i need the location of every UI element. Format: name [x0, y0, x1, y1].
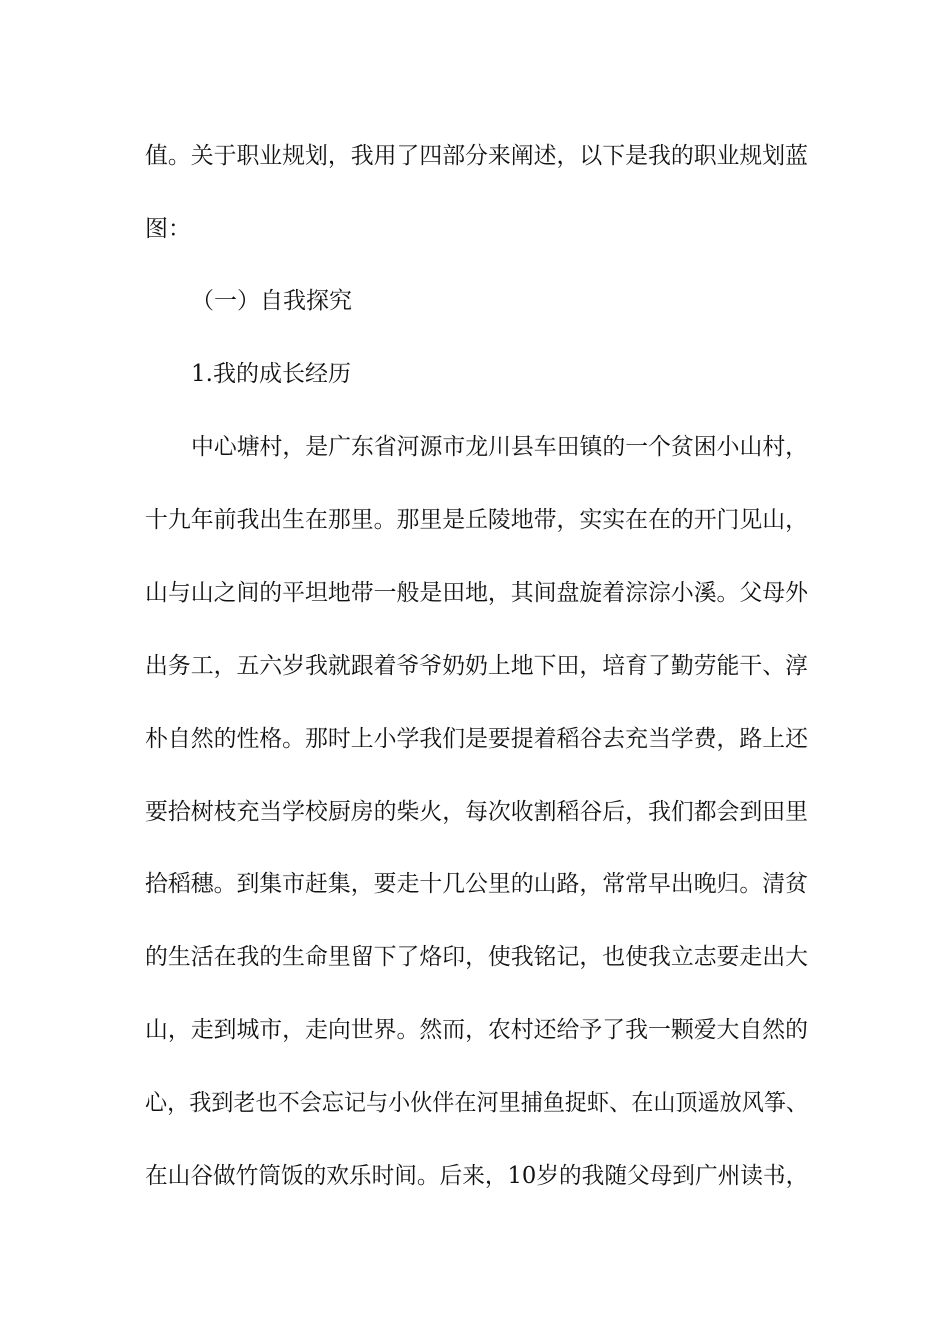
text-line: 朴自然的性格。那时上小学我们是要提着稻谷去充当学费，路上还 [145, 726, 808, 752]
text-line: 山，走到城市，走向世界。然而，农村还给予了我一颗爱大自然的 [145, 1017, 808, 1043]
text-line: 中心塘村，是广东省河源市龙川县车田镇的一个贫困小山村， [191, 434, 809, 460]
text-line: 在山谷做竹筒饭的欢乐时间。后来，10岁的我随父母到广州读书， [145, 1163, 809, 1189]
text-line: 要拾树枝充当学校厨房的柴火，每次收割稻谷后，我们都会到田里 [145, 799, 808, 825]
subsection-heading: 1.我的成长经历 [191, 361, 351, 387]
text-line: 心，我到老也不会忘记与小伙伴在河里捕鱼捉虾、在山顶遥放风筝、 [145, 1090, 809, 1116]
text-line: 十九年前我出生在那里。那里是丘陵地带，实实在在的开门见山， [145, 507, 808, 533]
section-heading: （一）自我探究 [191, 288, 352, 314]
text-line: 出务工，五六岁我就跟着爷爷奶奶上地下田，培育了勤劳能干、淳 [145, 653, 808, 679]
text-line: 拾稻穗。到集市赶集，要走十几公里的山路，常常早出晚归。清贫 [145, 871, 808, 897]
text-line: 的生活在我的生命里留下了烙印，使我铭记，也使我立志要走出大 [145, 944, 808, 970]
text-line: 山与山之间的平坦地带一般是田地，其间盘旋着淙淙小溪。父母外 [145, 580, 808, 606]
text-line: 图： [145, 216, 191, 242]
text-line: 值。关于职业规划，我用了四部分来阐述，以下是我的职业规划蓝 [145, 143, 808, 169]
